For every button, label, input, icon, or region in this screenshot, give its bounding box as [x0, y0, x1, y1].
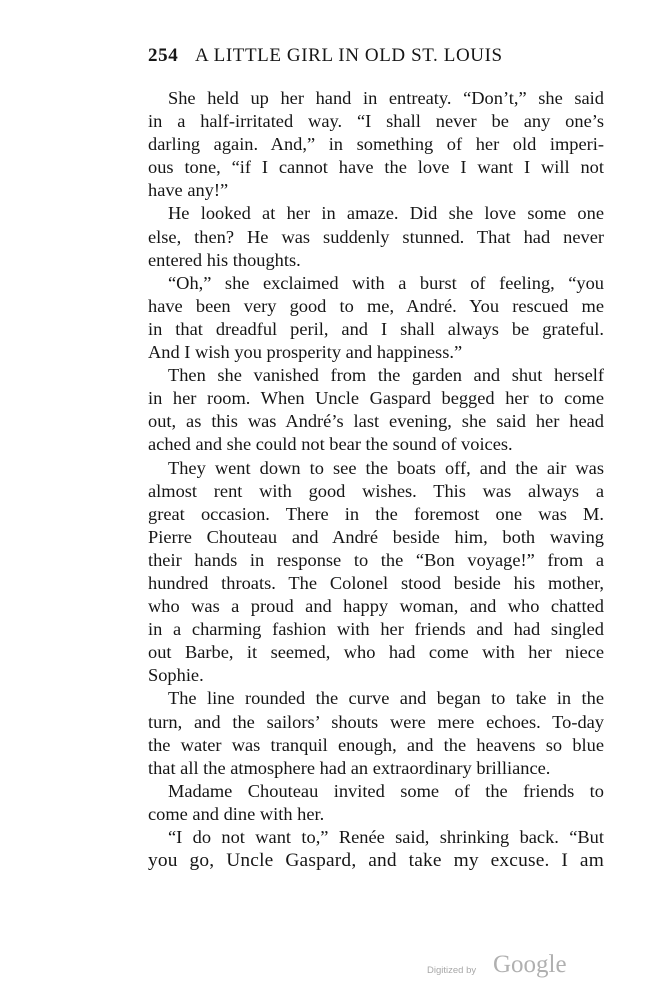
google-logo: Google	[493, 951, 567, 978]
text-line: in her room. When Uncle Gaspard begged her to come	[148, 388, 604, 409]
body-text	[148, 87, 604, 872]
text-line: Madame Chouteau invited some of the friends to	[168, 780, 604, 801]
text-line: the water was tranquil enough, and the heavens so blue	[148, 734, 604, 755]
text-line: “Oh,” she exclaimed with a burst of feeling, “you	[168, 272, 604, 293]
text-line: almost rent with good wishes. This was always a	[148, 480, 604, 501]
text-line: great occasion. There in the foremost one was M.	[148, 503, 604, 524]
running-title: A LITTLE GIRL IN OLD ST. LOUIS	[195, 45, 503, 66]
text-line: in that dreadful peril, and I shall always be grateful.	[148, 318, 604, 339]
text-line: The line rounded the curve and began to take in the	[168, 688, 604, 709]
text-line: And I wish you prosperity and happiness.”	[148, 342, 463, 363]
text-line: Pierre Chouteau and André beside him, both waving	[148, 526, 604, 547]
paragraph	[148, 780, 604, 826]
text-line: ous tone, “if I cannot have the love I want I will not	[148, 157, 604, 178]
text-line: ached and she could not bear the sound of voices.	[148, 434, 513, 455]
text-line: in a charming fashion with her friends and had singled	[148, 619, 604, 640]
text-line: out Barbe, it seemed, who had come with her niece	[148, 642, 604, 663]
text-line: who was a proud and happy woman, and who chatted	[148, 596, 604, 617]
text-line: out, as this was André’s last evening, she said her head	[148, 411, 604, 432]
watermark-prefix: Digitized by	[427, 965, 477, 976]
text-line: have any!”	[148, 180, 229, 201]
text-line: that all the atmosphere had an extraordinary brilliance.	[148, 757, 551, 778]
text-line: come and dine with her.	[148, 803, 325, 824]
paragraph	[148, 272, 604, 364]
paragraph	[148, 364, 604, 456]
paragraph	[148, 457, 604, 688]
text-line: have been very good to me, André. You rescued me	[148, 295, 604, 316]
paragraph	[148, 826, 604, 872]
text-line: in a half-irritated way. “I shall never be any one’s	[148, 111, 604, 132]
digitized-watermark	[427, 951, 597, 985]
page-number: 254	[148, 45, 179, 66]
text-line: their hands in response to the “Bon voyage!” from a	[148, 549, 604, 570]
paragraph	[148, 202, 604, 271]
text-line: darling again. And,” in something of her old imperi-	[148, 134, 604, 155]
text-line: turn, and the sailors’ shouts were mere echoes. To-day	[148, 711, 604, 732]
text-line: you go, Uncle Gaspard, and take my excuse. I am	[148, 850, 604, 872]
page-header	[148, 45, 608, 73]
text-line: Then she vanished from the garden and shut herself	[168, 365, 604, 386]
text-line: They went down to see the boats off, and the air was	[168, 457, 604, 478]
text-line: entered his thoughts.	[148, 249, 301, 270]
text-line: He looked at her in amaze. Did she love some one	[168, 203, 604, 224]
text-line: else, then? He was suddenly stunned. That had never	[148, 226, 604, 247]
text-line: hundred throats. The Colonel stood beside his mother,	[148, 572, 604, 593]
paragraph	[148, 87, 604, 202]
text-line: “I do not want to,” Renée said, shrinking back. “But	[168, 827, 604, 847]
text-line: Sophie.	[148, 665, 204, 686]
paragraph	[148, 687, 604, 779]
text-line: She held up her hand in entreaty. “Don’t,” she said	[168, 88, 604, 108]
